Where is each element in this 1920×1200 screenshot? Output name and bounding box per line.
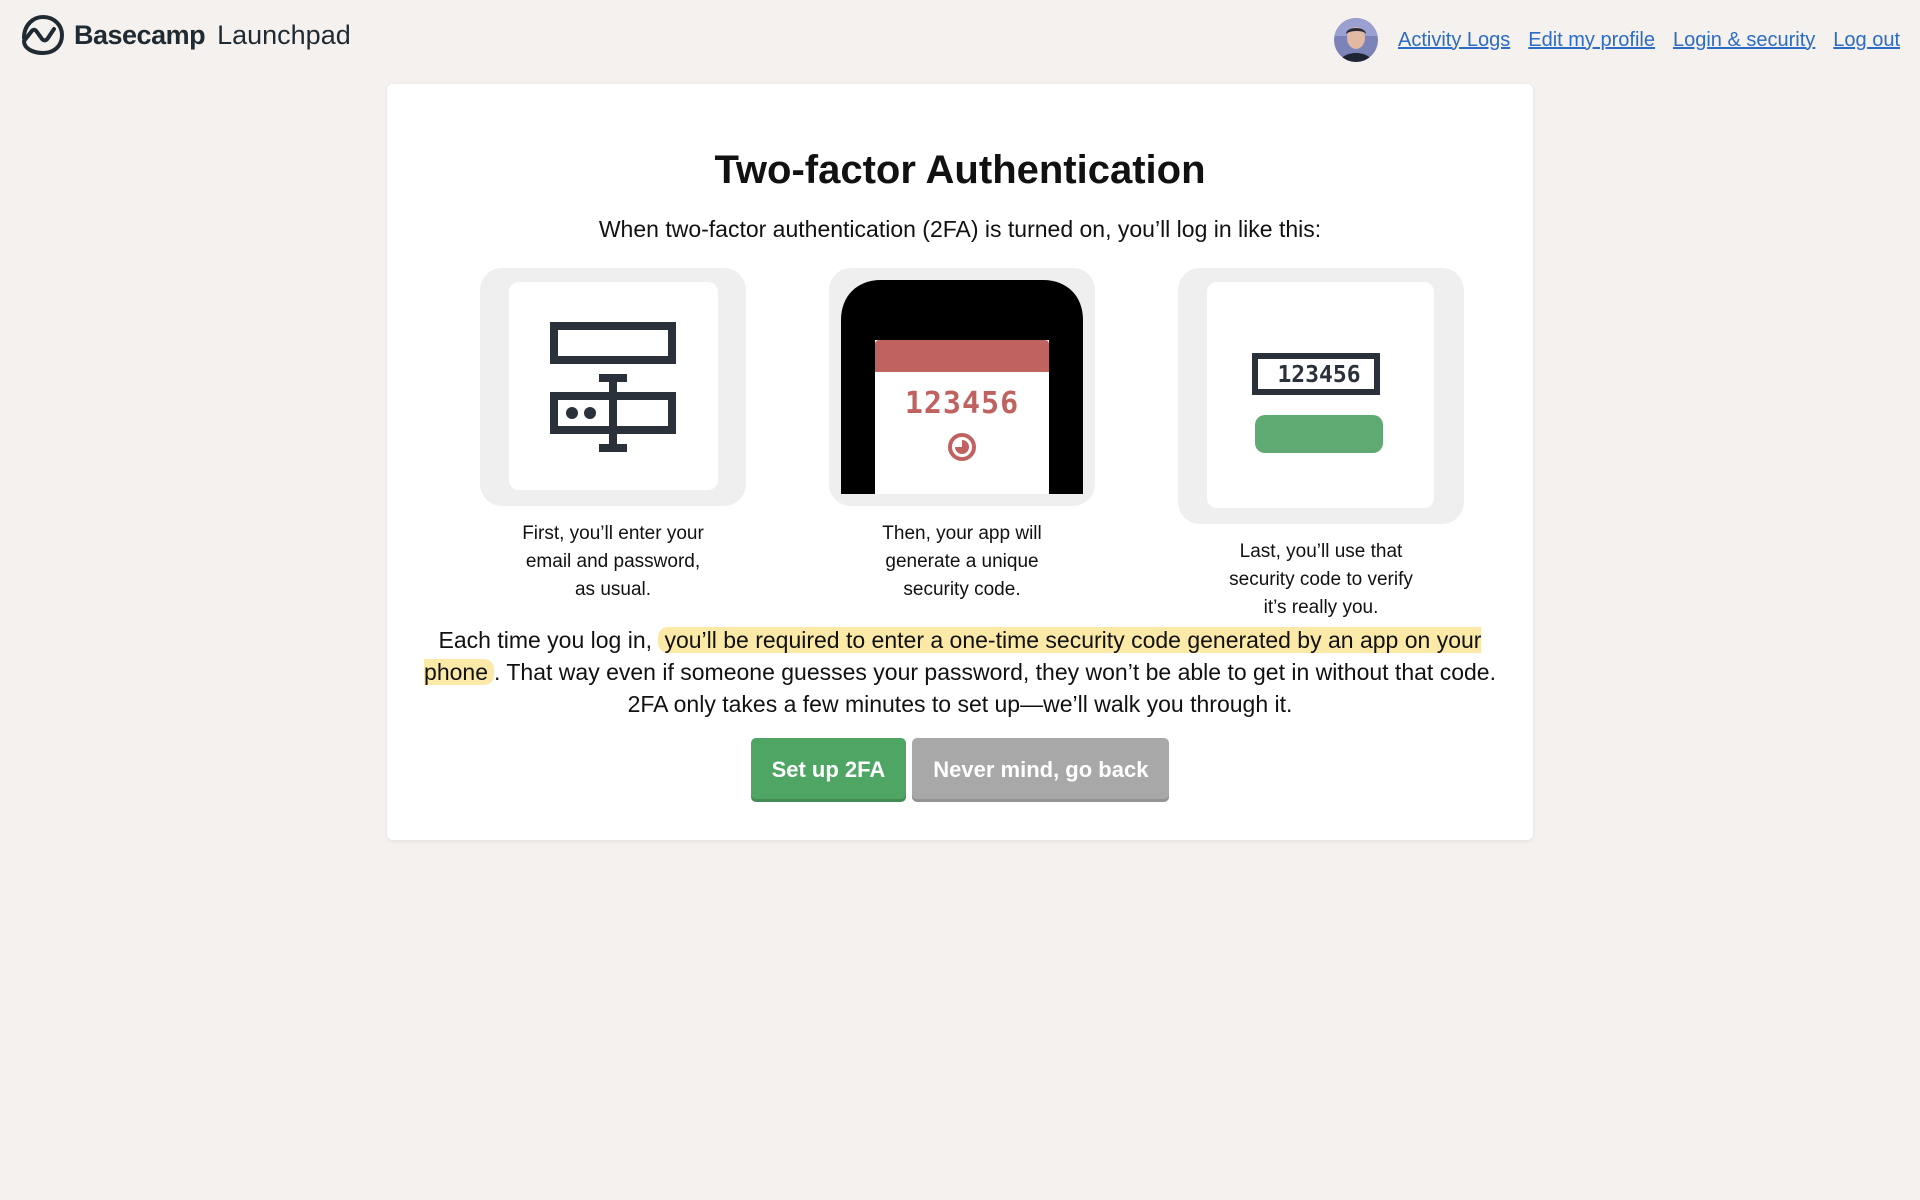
verify-code-text: 123456: [1277, 362, 1361, 388]
top-bar: [0, 0, 1920, 78]
setup-2fa-button[interactable]: Set up 2FA: [751, 738, 907, 802]
brand-name: Basecamp: [74, 19, 206, 50]
step-caption: Last, you’ll use that security code to verify it’s really you.: [1229, 541, 1413, 618]
login-security-link[interactable]: Login & security: [1672, 28, 1816, 51]
account-nav: [1334, 18, 1900, 62]
product-name: Launchpad: [217, 19, 351, 50]
log-out-link[interactable]: Log out: [1833, 28, 1900, 51]
step-illustration-frame: [829, 268, 1095, 506]
explanation-suffix: . That way even if someone guesses your password, they won’t be able to get in without that code. 2FA only takes a few minutes to set up—we’ll walk you through it.: [494, 659, 1496, 717]
step-app-generates-code: [829, 268, 1095, 604]
two-factor-card: [387, 84, 1533, 840]
brand[interactable]: [20, 14, 351, 56]
step-enter-credentials: [480, 268, 746, 604]
explanation-text: [423, 624, 1497, 720]
go-back-button[interactable]: Never mind, go back: [912, 738, 1169, 802]
login-form-icon: [509, 282, 718, 490]
explanation-prefix: Each time you log in,: [438, 627, 659, 653]
action-buttons: [387, 738, 1533, 802]
step-illustration-frame: [480, 268, 746, 506]
phone-code: 123456: [904, 386, 1020, 421]
step-caption: Then, your app will generate a unique security code.: [882, 523, 1042, 600]
verify-code-icon: [1207, 282, 1434, 508]
page-title: Two-factor Authentication: [714, 148, 1206, 192]
page-subtitle: When two-factor authentication (2FA) is turned on, you’ll log in like this:: [598, 216, 1322, 242]
edit-profile-link[interactable]: Edit my profile: [1528, 28, 1655, 51]
step-illustration-frame: [1178, 268, 1464, 524]
avatar[interactable]: [1334, 18, 1378, 62]
activity-logs-link[interactable]: Activity Logs: [1397, 28, 1511, 51]
explanation-highlight: you’ll be required to enter a one-time security code generated by an app on your phone: [424, 627, 1482, 685]
basecamp-logo-icon: [20, 14, 66, 56]
step-caption: First, you’ll enter your email and password, as usual.: [522, 523, 704, 600]
step-verify-code: [1178, 268, 1464, 622]
